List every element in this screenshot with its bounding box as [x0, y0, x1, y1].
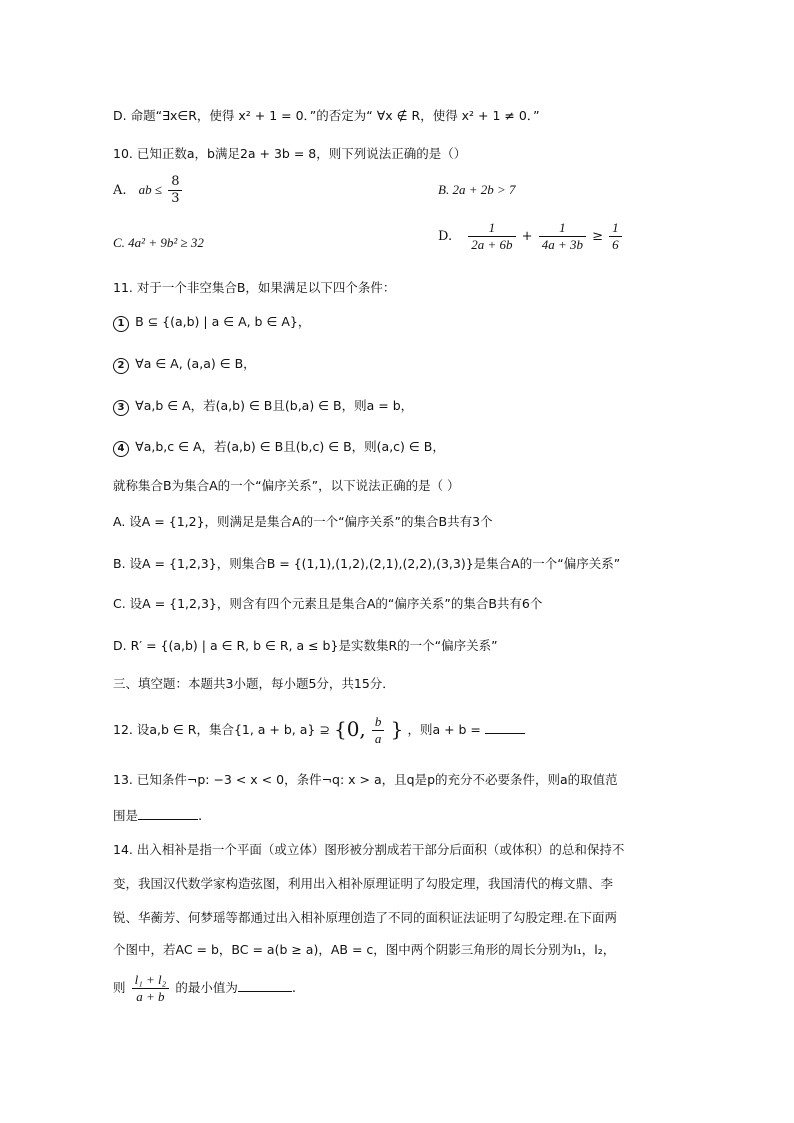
- q11-c2-marker: 2: [113, 358, 129, 374]
- q11-c1-marker: 1: [113, 316, 129, 332]
- q12-pre: 12. 设a,b ∈ R，集合{1, a + b, a} ⊇: [113, 722, 330, 737]
- q10-d-frac2-den: 4a + 3b: [539, 236, 586, 253]
- q10-a-num: 8: [168, 174, 182, 191]
- q10-option-d: [438, 220, 624, 253]
- q11-stem: 11. 对于一个非空集合B，如果满足以下四个条件：: [113, 280, 396, 295]
- q10-option-a-expr: ab ≤: [138, 182, 163, 197]
- q14-line1: 14. 出入相补是指一个平面（或立体）图形被分割成若干部分后面积（或体积）的总和保持不: [113, 842, 625, 857]
- q11-option-b: B. 设A = {1,2,3}，则集合B = {(1,1),(1,2),(2,1),(2,2),(3,3)}是集合A的一个“偏序关系”: [113, 556, 621, 571]
- q13-line1: 13. 已知条件¬p: −3 < x < 0，条件¬q: x > a，且q是p的充分不必要条件，则a的取值范: [113, 772, 618, 787]
- q11-definition: 就称集合B为集合A的一个“偏序关系”，以下说法正确的是（ ）: [113, 478, 460, 493]
- q11-c1-text: B ⊆ {(a,b) | a ∈ A, b ∈ A}，: [135, 314, 311, 329]
- q11-condition-2: [113, 354, 256, 375]
- q12-answer-blank[interactable]: [485, 721, 525, 734]
- q10-d-frac2: [539, 220, 586, 253]
- q10-option-a-label: A.: [113, 183, 127, 198]
- q10-d-frac2-num: 1: [559, 220, 566, 235]
- q11-option-a: A. 设A = {1,2}，则满足是集合A的一个“偏序关系”的集合B共有3个: [113, 514, 493, 529]
- q10-d-frac1-den: 2a + 6b: [468, 236, 515, 253]
- q13-line2: 围是 .: [113, 808, 203, 824]
- q14-line5-post: 的最小值为: [175, 980, 238, 995]
- q11-condition-1: [113, 312, 310, 333]
- q11-option-c: C. 设A = {1,2,3}，则含有四个元素且是集合A的“偏序关系”的集合B共有6个: [113, 596, 543, 611]
- q11-c3-marker: 3: [113, 400, 129, 416]
- q10-d-frac1-num: 1: [488, 220, 496, 235]
- q14-line5-pre: 则: [113, 980, 126, 995]
- q10-d-frac1: [468, 220, 515, 253]
- q10-option-a: [113, 174, 184, 207]
- q12-fraction: [372, 714, 385, 747]
- q10-d-ge: ≥: [592, 229, 604, 244]
- q10-d-frac3: [609, 220, 622, 253]
- q10-a-den: 3: [171, 191, 180, 206]
- q14-answer-blank[interactable]: [238, 979, 292, 992]
- q10-stem: 10. 已知正数a，b满足2a + 3b = 8，则下列说法正确的是（）: [113, 146, 467, 161]
- q10-d-plus: +: [521, 229, 533, 244]
- q13-answer-blank[interactable]: [138, 807, 198, 820]
- q10-option-c: C. 4a² + 9b² ≥ 32: [113, 235, 204, 250]
- q12-set-open: {0,: [333, 717, 366, 741]
- q10-option-d-label: D.: [438, 229, 453, 244]
- q11-c4-marker: 4: [113, 441, 129, 457]
- q11-condition-4: [113, 437, 445, 458]
- q14-den: a + b: [136, 989, 165, 1004]
- q14-line3: 锐、华蘅芳、何梦瑶等都通过出入相补原理创造了不同的面积证法证明了勾股定理.在下面两: [113, 910, 617, 925]
- q11-c4-text: ∀a,b,c ∈ A，若(a,b) ∈ B且(b,c) ∈ B，则(a,c) ∈ B，: [135, 439, 445, 454]
- q12-post: ，则a + b =: [407, 722, 481, 737]
- q14-line4: 个图中，若AC = b，BC = a(b ≥ a)，AB = c，图中两个阴影三角形的周长分别为l₁，l₂，: [113, 942, 616, 957]
- q14-line2: 变，我国汉代数学家构造弦图，利用出入相补原理证明了勾股定理，我国清代的梅文鼎、李: [113, 876, 614, 891]
- q10-option-b: B. 2a + 2b > 7: [438, 182, 516, 197]
- q11-c3-text: ∀a,b ∈ A，若(a,b) ∈ B且(b,a) ∈ B，则a = b，: [135, 398, 414, 413]
- q12-num: b: [372, 714, 385, 731]
- q11-c2-text: ∀a ∈ A, (a,a) ∈ B，: [135, 356, 256, 371]
- option-d-negation: D. 命题“∃x∈R，使得 x² + 1 = 0．”的否定为“ ∀x ∉ R，使得 x² + 1 ≠ 0．”: [113, 108, 540, 123]
- q10-d-frac3-den: 6: [609, 236, 622, 253]
- q13-line2-text: 围是: [113, 808, 139, 823]
- q12: [113, 714, 525, 747]
- section-3-heading: 三、填空题：本题共3小题，每小题5分，共15分．: [113, 676, 395, 691]
- q10-d-frac3-num: 1: [612, 220, 619, 235]
- q11-condition-3: [113, 396, 413, 417]
- q11-option-d: D. R′ = {(a,b) | a ∈ R, b ∈ R, a ≤ b}是实数集R的一个“偏序关系”: [113, 638, 498, 653]
- q14-fraction: [132, 972, 170, 1005]
- q12-den: a: [374, 731, 382, 746]
- q14-num: l₁ + l₂: [132, 972, 170, 989]
- q14-line5: 则 $\frac{\text{l₁ + l₂}}{a + b}$ 的最小值为 .: [113, 972, 296, 1004]
- q10-option-a-fraction: [168, 174, 182, 207]
- q12-set-close: }: [390, 717, 404, 741]
